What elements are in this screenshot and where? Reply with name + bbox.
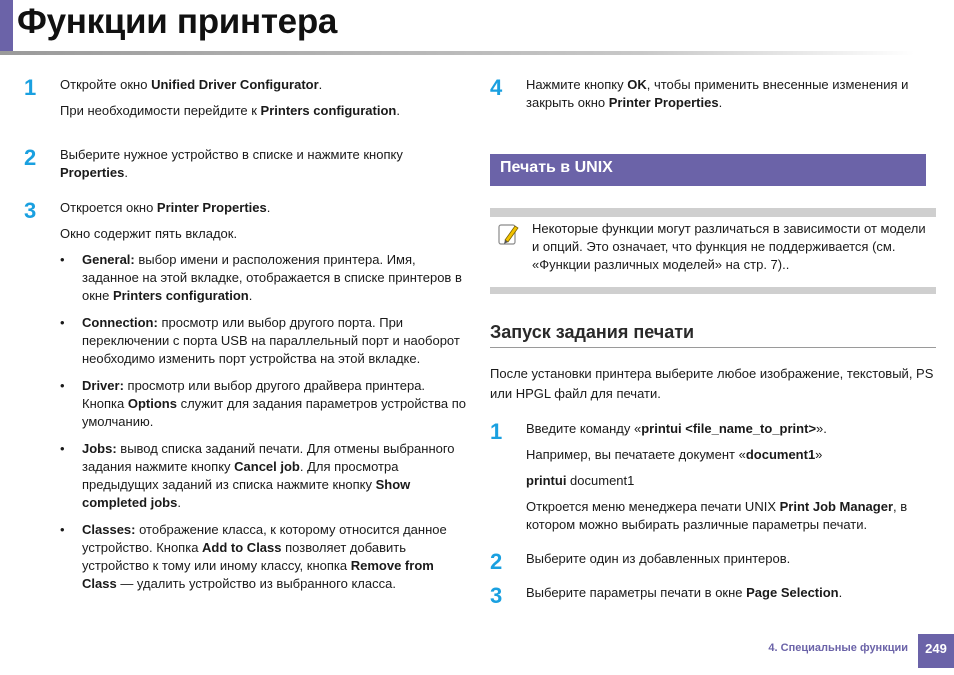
tabs-list — [60, 251, 468, 593]
list-item: • Driver: просмотр или выбор другого драйвера принтера. Кнопка Options служит для задания параметров устройства по умолчанию. — [60, 377, 468, 431]
right-column-steps — [490, 419, 937, 608]
step-2 — [24, 146, 468, 182]
unix-step-1 — [490, 420, 937, 534]
step-text: Откроется меню менеджера печати UNIX Print Job Manager, в котором можно выбирать различные параметры печати. — [526, 499, 908, 532]
note-pencil-icon — [498, 222, 520, 246]
step-text: Выберите один из добавленных принтеров. — [526, 551, 791, 566]
step-number: 2 — [490, 549, 503, 574]
step-3 — [24, 199, 468, 593]
step-1 — [24, 76, 468, 120]
intro-paragraph: После установки принтера выберите любое изображение, текстовый, PS или HPGL файл для печати. — [490, 366, 934, 401]
page-title: Функции принтера — [17, 2, 338, 41]
step-number: 3 — [24, 198, 37, 223]
step-text: При необходимости перейдите к Printers configuration. — [60, 103, 400, 118]
step-number: 3 — [490, 583, 503, 608]
step-text: Окно содержит пять вкладок. — [60, 226, 238, 241]
unix-step-2 — [490, 549, 937, 574]
step-text: printui document1 — [526, 473, 635, 488]
step-text: Например, вы печатаете документ «document1» — [526, 447, 823, 462]
step-number: 1 — [24, 75, 37, 100]
step-4 — [490, 76, 937, 112]
list-item: • General: выбор имени и расположения принтера. Имя, заданное на этой вкладке, отображается в списке принтеров в окне Printers configuration. — [60, 251, 468, 305]
step-text: Выберите параметры печати в окне Page Selection. — [526, 585, 843, 600]
title-divider — [0, 51, 915, 55]
list-item: • Classes: отображение класса, к которому относится данное устройство. Кнопка Add to Class позволяет добавить устройство к тому или иному классу, кнопка Remove from Class — удалить устройство из выбранного класса. — [60, 521, 468, 593]
step-text: Выберите нужное устройство в списке и нажмите кнопку Properties. — [60, 147, 403, 180]
step-text: Введите команду «printui <file_name_to_print>». — [526, 421, 827, 436]
step-text: Откройте окно Unified Driver Configurator. — [60, 77, 323, 92]
note-box — [490, 208, 936, 294]
step-text: Откроется окно Printer Properties. — [60, 200, 271, 215]
unix-step-3 — [490, 583, 937, 608]
step-number: 2 — [24, 145, 37, 170]
step-text: Нажмите кнопку OK, чтобы применить внесенные изменения и закрыть окно Printer Properties. — [526, 77, 909, 110]
footer-chapter-label: 4. Специальные функции — [768, 642, 908, 654]
step-number: 1 — [490, 419, 503, 444]
list-item: • Connection: просмотр или выбор другого порта. При переключении с порта USB на параллельный порт и наоборот необходимо изменить порт устройства на этой вкладке. — [60, 314, 468, 368]
section-heading-unix-printing: Печать в UNIX — [490, 154, 926, 186]
step-number: 4 — [490, 75, 503, 100]
right-column-top — [490, 76, 937, 112]
left-column — [24, 76, 468, 602]
page-number: 249 — [918, 634, 954, 668]
note-text: Некоторые функции могут различаться в зависимости от модели и опций. Это означает, что функция не поддерживается (см. «Функции различных моделей» на стр. 7).. — [532, 221, 926, 272]
header-accent-bar — [0, 0, 13, 52]
subsection-heading: Запуск задания печати — [490, 322, 936, 348]
list-item: • Jobs: вывод списка заданий печати. Для отмены выбранного задания нажмите кнопку Cancel job. Для просмотра предыдущих заданий из списка нажмите кнопку Show completed jobs. — [60, 440, 468, 512]
